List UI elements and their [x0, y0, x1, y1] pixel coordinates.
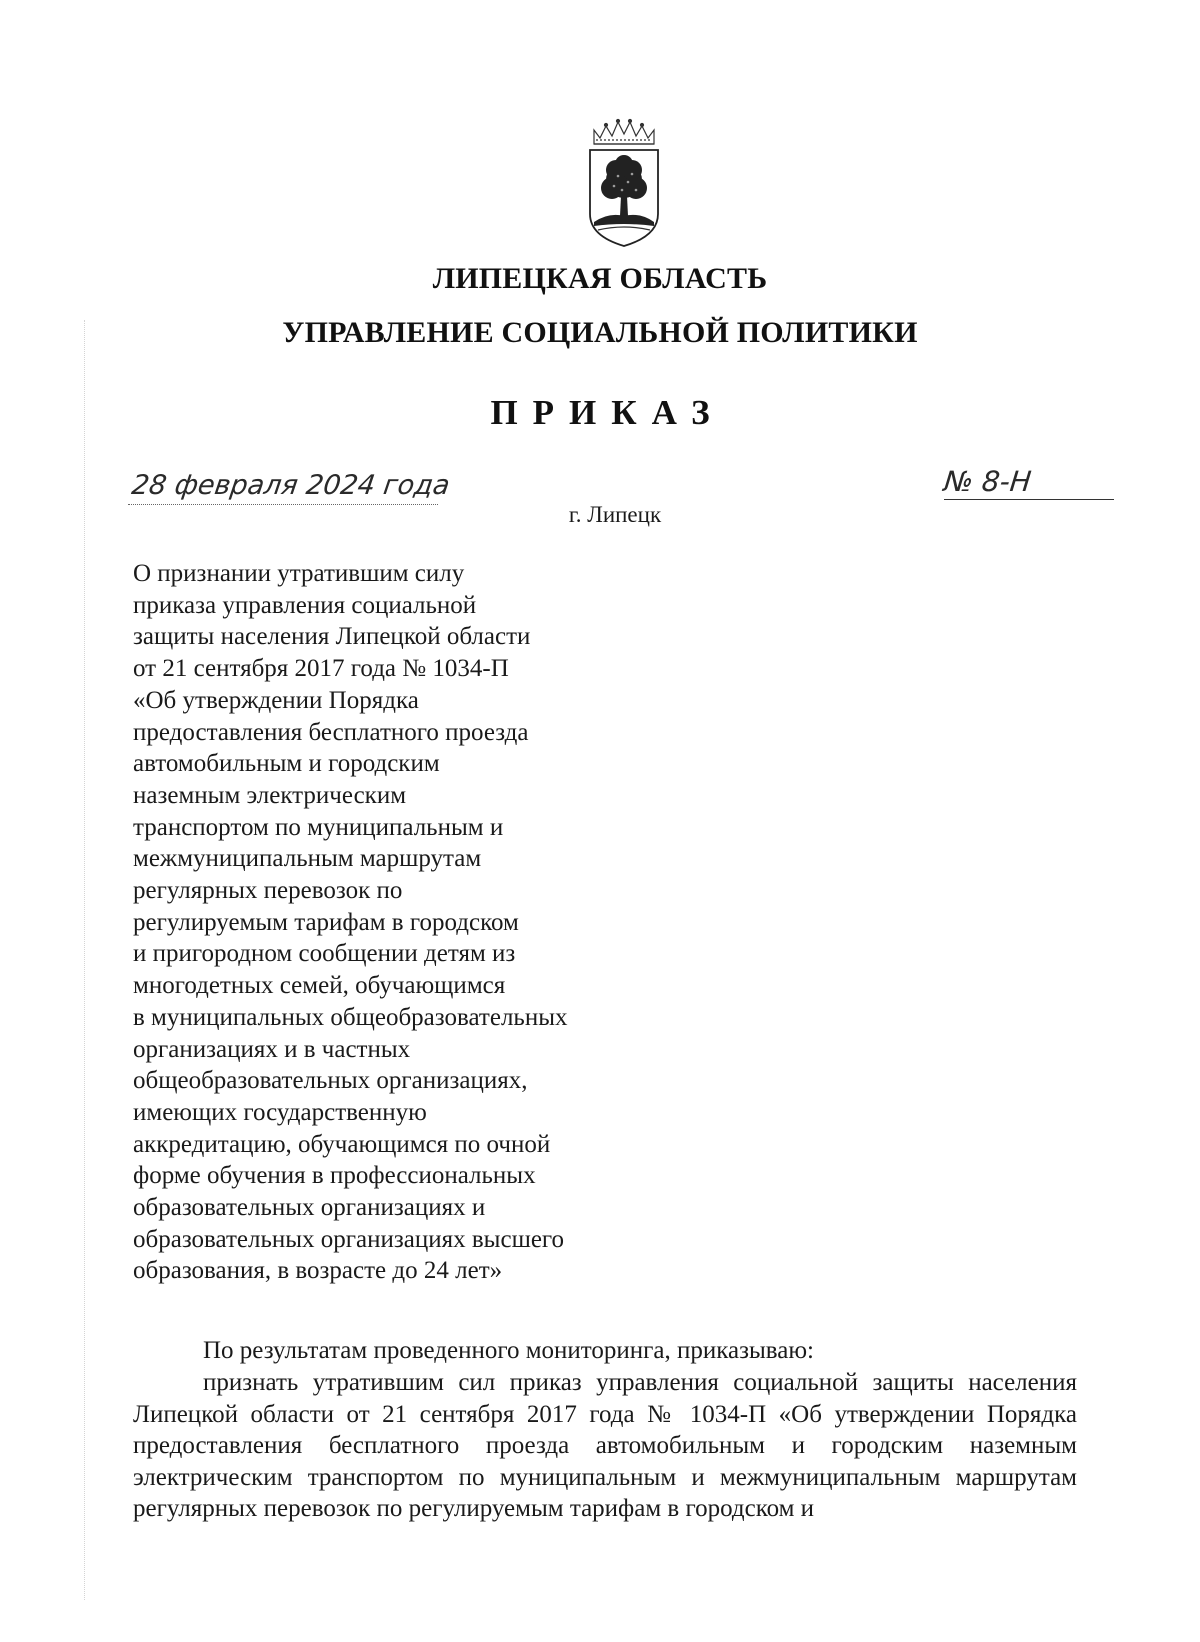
body-intro-paragraph: По результатам проведенного мониторинга, приказываю: — [203, 1337, 814, 1364]
subject-line: и пригородном сообщении детям из — [133, 940, 516, 968]
subject-line: регулярных перевозок по — [133, 877, 403, 905]
subject-line: в муниципальных общеобразовательных — [133, 1003, 568, 1031]
region-title: ЛИПЕЦКАЯ ОБЛАСТЬ — [432, 262, 768, 295]
department-title: УПРАВЛЕНИЕ СОЦИАЛЬНОЙ ПОЛИТИКИ — [282, 316, 918, 349]
subject-line: межмуниципальным маршрутам — [133, 845, 482, 873]
subject-line: аккредитацию, обучающимся по очной — [133, 1130, 551, 1158]
subject-line: форме обучения в профессиональных — [133, 1162, 536, 1190]
subject-line: предоставления бесплатного проезда — [133, 718, 529, 746]
handwritten-date: 28 февраля 2024 года — [129, 470, 452, 501]
subject-line: образования, в возрасте до 24 лет» — [133, 1257, 503, 1285]
subject-line: «Об утверждении Порядка — [133, 686, 419, 714]
body-order-paragraph: признать утратившим сил приказ управления социальной защиты населения Липецкой области от 21 сентября 2017 года № 1034-П «Об утверждении Порядка предоставления бесплатного проезда автомобильным и городским наземным электрическим транспортом по муниципальным и межмуниципальным маршрутам регулярных перевозок по регулируемым тарифам в городском и — [133, 1369, 1077, 1522]
subject-line: приказа управления социальной — [133, 591, 477, 619]
subject-line: регулируемым тарифам в городском — [133, 908, 519, 936]
subject-line: от 21 сентября 2017 года № 1034-П — [133, 655, 509, 683]
subject-line: защиты населения Липецкой области — [133, 623, 531, 651]
subject-line: общеобразовательных организациях, — [133, 1067, 528, 1095]
subject-line: наземным электрическим — [133, 781, 407, 809]
subject-line: организациях и в частных — [133, 1035, 411, 1063]
handwritten-order-number: № 8-Н — [942, 465, 1033, 498]
number-underline — [944, 499, 1114, 500]
subject-line: образовательных организациях высшего — [133, 1225, 565, 1253]
document-type-title: ПРИКАЗ — [490, 393, 725, 432]
subject-line: многодетных семей, обучающимся — [133, 972, 506, 1000]
subject-line: имеющих государственную — [133, 1098, 427, 1126]
order-subject-block — [133, 558, 633, 1287]
subject-line: образовательных организациях и — [133, 1194, 486, 1222]
subject-line: автомобильным и городским — [133, 750, 440, 778]
subject-line: транспортом по муниципальным и — [133, 813, 504, 841]
coat-of-arms-emblem — [584, 118, 664, 250]
subject-line: О признании утратившим силу — [133, 560, 465, 587]
city-line: г. Липецк — [568, 502, 662, 527]
